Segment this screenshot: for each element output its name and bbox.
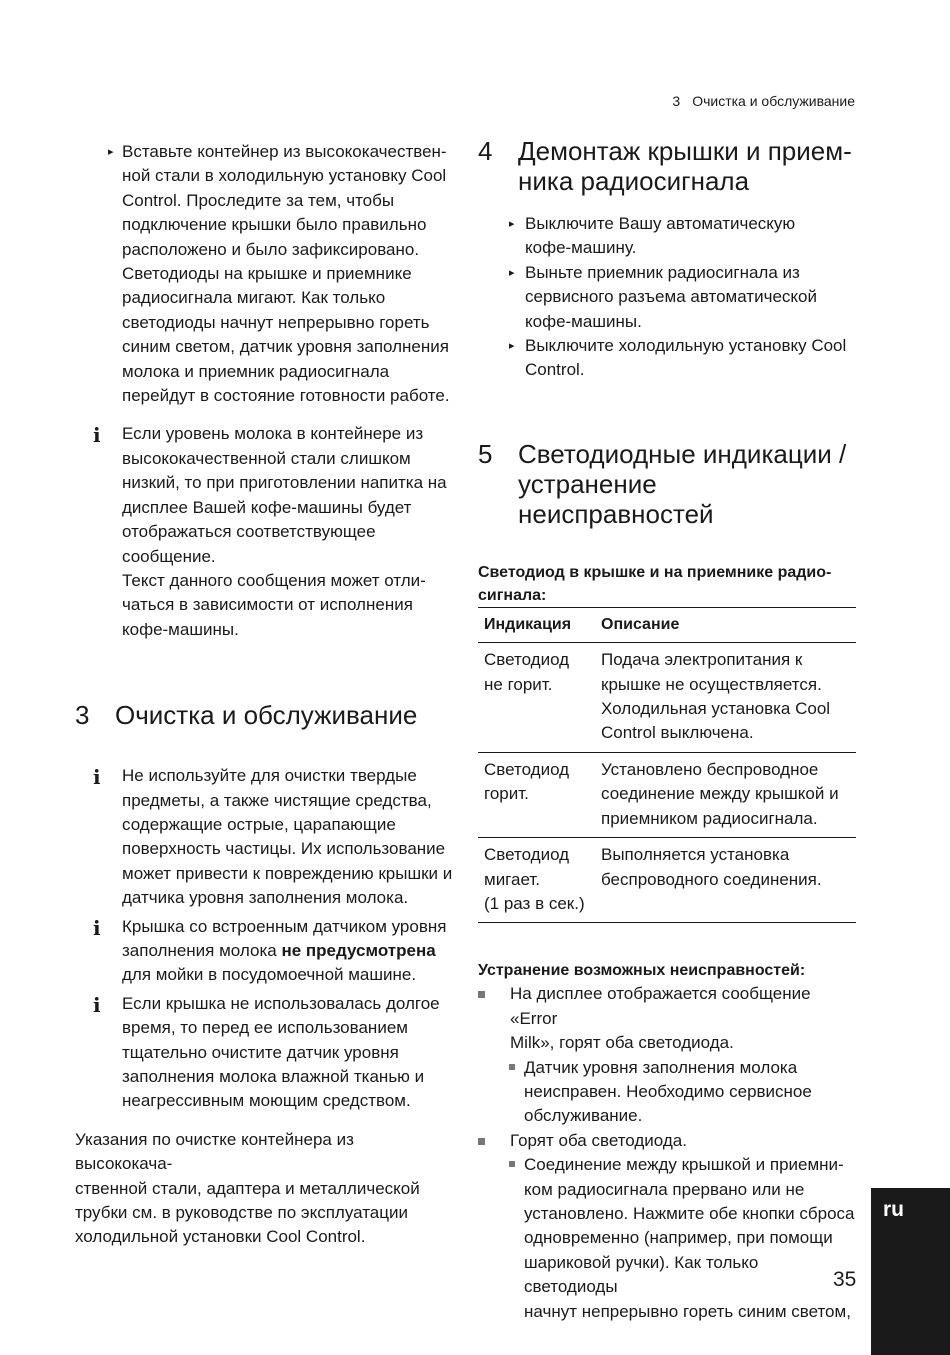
- text-line: тщательно очистите датчик уровня: [122, 1042, 399, 1062]
- text-line: неисправен. Необходимо сервисное: [524, 1081, 812, 1101]
- text-line: поверхность частицы. Их использование: [122, 839, 446, 859]
- language-tab: [871, 1188, 950, 1355]
- text-line: Вставьте контейнер из высококачествен-: [122, 142, 447, 161]
- square-bullet-icon: [478, 991, 485, 998]
- running-header: [672, 93, 855, 109]
- section-title-line: устранение неисправностей: [518, 468, 714, 529]
- description-cell: [595, 838, 856, 923]
- step-bullet: [478, 212, 856, 261]
- right-column: [478, 136, 856, 1324]
- info-icon: i: [93, 992, 101, 1017]
- text-line: кофе-машину.: [525, 238, 637, 258]
- info-note: [75, 764, 455, 910]
- text-line: Выключите Вашу автоматическую: [525, 214, 796, 233]
- page-number: 35: [833, 1268, 857, 1291]
- emphasis-text: не предусмотрена: [281, 940, 436, 960]
- text-line: Control.: [525, 360, 585, 380]
- section-5-heading: [478, 439, 856, 529]
- text-line: время, то перед ее использованием: [122, 1018, 408, 1038]
- text-line: начнут непрерывно гореть синим светом,: [524, 1301, 851, 1321]
- text-line: мигает.: [484, 869, 540, 889]
- text-line: Светодиод: [484, 845, 570, 865]
- info-note: [75, 992, 455, 1114]
- square-bullet-icon: [509, 1161, 515, 1167]
- text-line: [122, 939, 455, 963]
- text-line: молока и приемник радиосигнала: [122, 361, 390, 381]
- arrow-bullet-icon: ▸: [509, 340, 515, 353]
- running-header-title: Очистка и обслуживание: [692, 93, 855, 109]
- text-line: содержащие острые, царапающие: [122, 814, 396, 834]
- text-line: Крышка со встроенным датчиком уровня: [122, 916, 447, 936]
- text-line: Подача электропитания к: [601, 650, 803, 670]
- text-line: Светодиод: [484, 650, 570, 670]
- table-caption: [478, 561, 856, 607]
- table-header-row: [478, 607, 856, 642]
- left-column: [75, 140, 455, 1250]
- text-line: Горят оба светодиода.: [510, 1130, 687, 1150]
- text-line: крышке не осуществляется.: [601, 674, 822, 694]
- text-line: ственной стали, адаптера и металлической: [75, 1178, 420, 1198]
- text-line: радиосигнала мигают. Как только: [122, 288, 386, 308]
- text-line: Control. Проследите за тем, чтобы: [122, 190, 395, 210]
- indication-cell: [478, 643, 595, 753]
- troubleshooting-item: [478, 982, 856, 1055]
- info-note: [75, 422, 455, 642]
- indication-cell: [478, 752, 595, 837]
- text-line: установлено. Нажмите обе кнопки сброса: [524, 1203, 855, 1223]
- section-4-heading: [478, 136, 856, 196]
- text-line: шариковой ручки). Как только светодиоды: [524, 1252, 759, 1297]
- text-line: чаться в зависимости от исполнения: [122, 595, 413, 615]
- text-line: Не используйте для очистки твердые: [122, 766, 417, 786]
- language-code: ru: [883, 1198, 904, 1221]
- text-line: трубки см. в руководстве по эксплуатации: [75, 1203, 408, 1223]
- text-line: Указания по очистке контейнера из высококача-: [75, 1129, 354, 1174]
- text-line: Светодиод в крышке и на приемнике радио-: [478, 563, 832, 581]
- text-line: беспроводного соединения.: [601, 869, 822, 889]
- info-icon: i: [93, 915, 101, 940]
- description-cell: [595, 643, 856, 753]
- text-line: обслуживание.: [524, 1106, 643, 1126]
- text-line: Выньте приемник радиосигнала из: [525, 262, 800, 282]
- text-line: кофе-машины.: [122, 619, 239, 639]
- text-line: высококачественной стали слишком: [122, 448, 411, 468]
- text-line: подключение крышки было правильно: [122, 215, 427, 235]
- text-line: Выполняется установка: [601, 845, 790, 865]
- led-indication-table: [478, 607, 856, 923]
- text-line: На дисплее отображается сообщение «Error: [510, 984, 811, 1028]
- indication-cell: [478, 838, 595, 923]
- table-row: [478, 838, 856, 923]
- text-line: может привести к повреждению крышки и: [122, 863, 453, 883]
- text-line: соединение между крышкой и: [601, 784, 839, 804]
- section-title-line: Светодиодные индикации /: [518, 438, 847, 469]
- text-line: Светодиоды на крышке и приемнике: [122, 264, 412, 284]
- text-line: светодиоды начнут непрерывно гореть: [122, 312, 430, 332]
- text-line: Если уровень молока в контейнере из: [122, 424, 424, 444]
- text-line: неагрессивным моющим средством.: [122, 1091, 411, 1111]
- troubleshooting-subitem: [478, 1153, 856, 1324]
- text-fragment: заполнения молока: [122, 940, 282, 960]
- text-line: ком радиосигнала прервано или не: [524, 1179, 805, 1199]
- text-line: отображаться соответствующее сообщение.: [122, 522, 376, 566]
- text-line: Milk», горят оба светодиода.: [510, 1033, 734, 1053]
- text-line: не горит.: [484, 674, 553, 694]
- info-icon: i: [93, 423, 101, 448]
- text-line: низкий, то при приготовлении напитка на: [122, 473, 447, 493]
- section-title-line: Демонтаж крышки и прием-: [518, 136, 852, 166]
- text-line: для мойки в посудомоечной машине.: [122, 965, 417, 985]
- section-title-line: ника радиосигнала: [518, 166, 750, 196]
- section-number: 4: [478, 136, 493, 166]
- text-line: расположено и было зафиксировано.: [122, 239, 420, 259]
- text-line: сигнала:: [478, 586, 547, 604]
- text-line: дисплее Вашей кофе-машины будет: [122, 497, 412, 517]
- troubleshooting-subitem: [478, 1056, 856, 1129]
- step-bullet: [478, 261, 856, 334]
- description-cell: [595, 752, 856, 837]
- arrow-bullet-icon: ▸: [509, 266, 515, 279]
- text-line: Датчик уровня заполнения молока: [524, 1057, 798, 1077]
- running-header-number: 3: [672, 93, 681, 109]
- text-line: холодильной установки Cool Control.: [75, 1227, 366, 1247]
- section-number: 3: [75, 700, 90, 731]
- text-line: Если крышка не использовалась долгое: [122, 993, 440, 1013]
- text-line: Выключите холодильную установку Cool: [525, 336, 847, 356]
- text-line: горит.: [484, 784, 529, 804]
- text-line: Установлено беспроводное: [601, 759, 819, 779]
- text-line: Соединение между крышкой и приемни-: [524, 1155, 844, 1175]
- column-header-description: Описание: [595, 607, 856, 642]
- troubleshooting-heading: Устранение возможных неисправностей:: [478, 962, 806, 980]
- text-line: Текст данного сообщения может отли-: [122, 570, 426, 590]
- text-line: Светодиод: [484, 759, 570, 779]
- text-line: кофе-машины.: [525, 311, 642, 331]
- text-line: одновременно (например, при помощи: [524, 1228, 833, 1248]
- step-bullet: [478, 334, 856, 383]
- square-bullet-icon: [478, 1138, 485, 1145]
- text-line: Холодильная установка Cool: [601, 699, 831, 719]
- text-line: предметы, а также чистящие средства,: [122, 790, 432, 810]
- table-row: [478, 752, 856, 837]
- arrow-bullet-icon: ▸: [108, 146, 114, 158]
- square-bullet-icon: [509, 1064, 515, 1070]
- text-line: синим светом, датчик уровня заполнения: [122, 337, 449, 357]
- text-line: приемником радиосигнала.: [601, 808, 818, 828]
- info-icon: i: [93, 765, 101, 790]
- section-number: 5: [478, 438, 493, 469]
- text-line: датчика уровня заполнения молока.: [122, 888, 409, 908]
- info-note: [75, 915, 455, 988]
- section-title: Очистка и обслуживание: [115, 700, 418, 731]
- column-header-indication: Индикация: [478, 607, 595, 642]
- cleaning-paragraph: [75, 1128, 455, 1250]
- table-row: [478, 643, 856, 753]
- section-3-heading: [75, 700, 455, 730]
- text-line: перейдут в состояние готовности работе.: [122, 386, 450, 406]
- intro-bullet: [75, 140, 455, 408]
- troubleshooting-item: [478, 1129, 856, 1153]
- text-line: заполнения молока влажной тканью и: [122, 1067, 425, 1086]
- text-line: Control выключена.: [601, 723, 754, 743]
- text-line: (1 раз в сек.): [484, 893, 585, 913]
- text-line: сервисного разъема автоматической: [525, 287, 817, 307]
- arrow-bullet-icon: ▸: [509, 218, 515, 230]
- text-line: ной стали в холодильную установку Cool: [122, 166, 447, 186]
